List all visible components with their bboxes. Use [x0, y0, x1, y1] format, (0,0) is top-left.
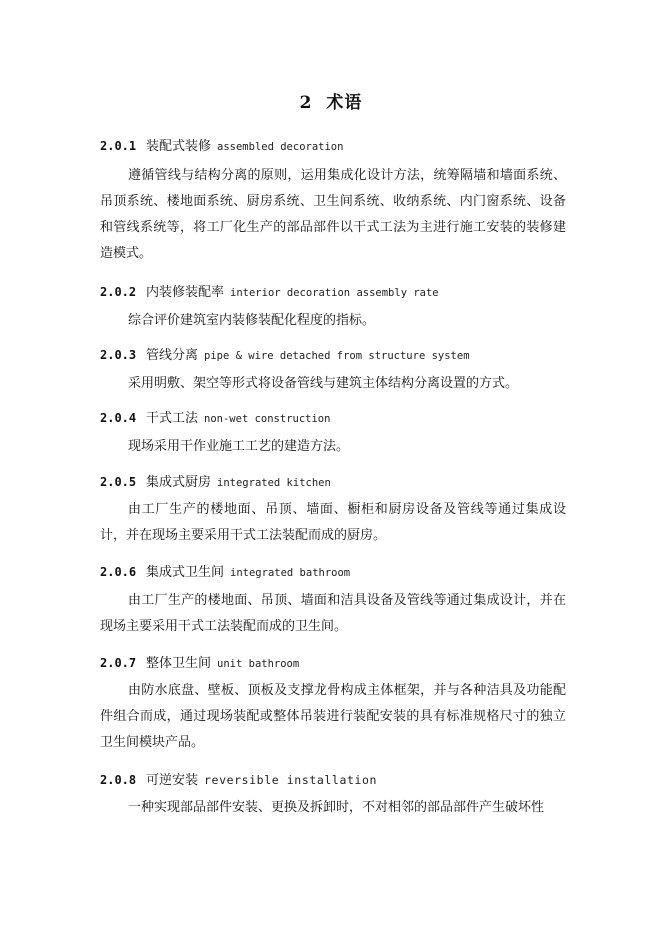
term-heading [100, 344, 470, 363]
term-definition: 一种实现部品部件安装、更换及拆卸时，不对相邻的部品部件产生破坏性 [128, 800, 545, 815]
term-zh: 整体卫生间 [146, 656, 212, 671]
term-number: 2.0.2 [100, 285, 137, 299]
chapter-heading: 术语 [326, 93, 363, 113]
term-heading [100, 652, 299, 671]
term-definition: 遵循管线与结构分离的原则，运用集成化设计方法，统筹隔墙和墙面系统、吊顶系统、楼地面系统、厨房系统、卫生间系统、收纳系统、内门窗系统、设备和管线系统等，将工厂化生产的部品部件以干式工法为主进行施工安装的装修建造模式。 [100, 168, 566, 261]
term-definition: 由防水底盘、壁板、顶板及支撑龙骨构成主体框架，并与各种洁具及功能配件组合而成，通过现场装配或整体吊装进行装配安装的具有标准规格尺寸的独立卫生间模块产品。 [100, 683, 566, 750]
term-number: 2.0.7 [100, 656, 137, 670]
term-heading [100, 561, 350, 580]
term-zh: 干式工法 [146, 411, 199, 426]
term-en: assembled decoration [217, 141, 344, 153]
term-definition: 综合评价建筑室内装修装配化程度的指标。 [128, 313, 376, 328]
term-zh: 内装修装配率 [146, 285, 225, 300]
term-number: 2.0.8 [100, 773, 137, 787]
term-zh: 装配式装修 [146, 139, 212, 154]
term-heading [100, 407, 330, 426]
term-definition: 现场采用干作业施工工艺的建造方法。 [128, 439, 350, 454]
chapter-title [0, 88, 662, 113]
term-en: integrated kitchen [217, 477, 331, 489]
term-definition: 由工厂生产的楼地面、吊顶、墙面和洁具设备及管线等通过集成设计，并在现场主要采用干式工法装配而成的卫生间。 [100, 593, 566, 634]
term-zh: 集成式厨房 [146, 475, 212, 490]
term-en: non-wet construction [204, 413, 331, 425]
term-zh: 可逆安装 [146, 773, 199, 788]
chapter-number: 2 [299, 93, 313, 113]
term-definition: 采用明敷、架空等形式将设备管线与建筑主体结构分离设置的方式。 [128, 376, 519, 391]
term-number: 2.0.6 [100, 565, 137, 579]
term-number: 2.0.1 [100, 139, 137, 153]
term-definition: 由工厂生产的楼地面、吊顶、墙面、橱柜和厨房设备及管线等通过集成设计，并在现场主要采用干式工法装配而成的厨房。 [100, 502, 566, 543]
term-en: integrated bathroom [230, 567, 351, 579]
term-en: pipe & wire detached from structure system [204, 350, 470, 362]
term-heading [100, 769, 377, 788]
term-zh: 管线分离 [146, 348, 199, 363]
term-en: reversible installation [204, 773, 378, 787]
term-heading [100, 281, 439, 300]
term-number: 2.0.3 [100, 348, 137, 362]
term-en: unit bathroom [217, 658, 300, 670]
term-number: 2.0.4 [100, 411, 137, 425]
term-en: interior decoration assembly rate [230, 287, 439, 299]
term-heading [100, 135, 343, 154]
term-heading [100, 471, 331, 490]
term-number: 2.0.5 [100, 475, 137, 489]
term-zh: 集成式卫生间 [146, 565, 225, 580]
